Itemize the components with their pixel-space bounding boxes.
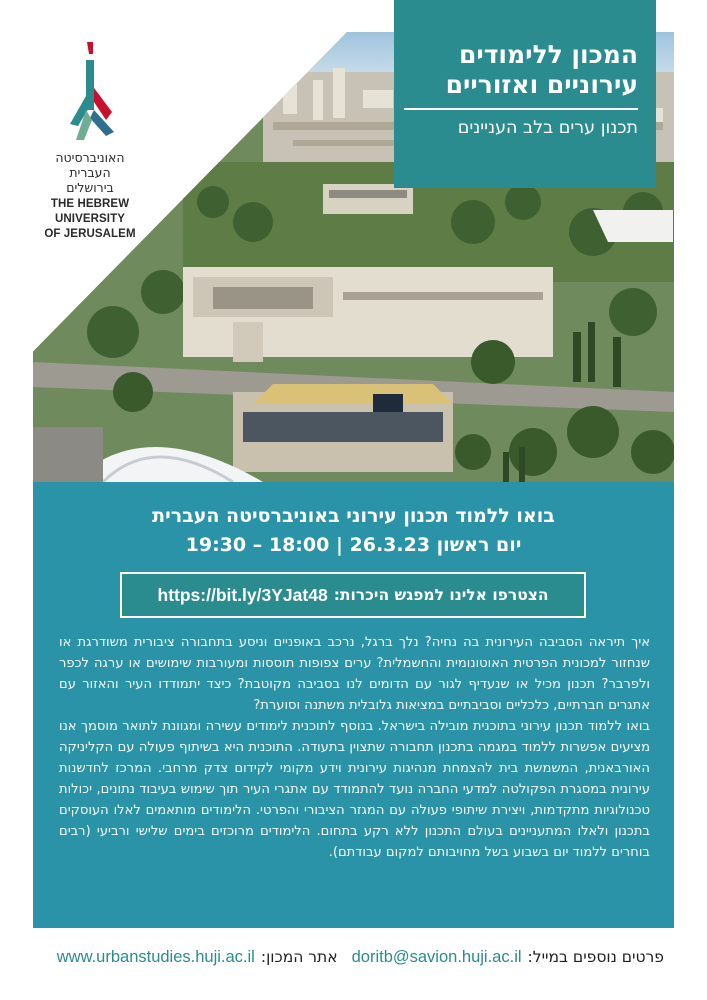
contact-footer: [44, 944, 664, 970]
institute-title-line-2: עירוניים ואזוריים: [445, 70, 638, 99]
institute-title-line-1: המכון ללימודים: [458, 40, 638, 69]
title-divider: [404, 108, 638, 110]
logo-english-line-1: THE HEBREW: [50, 198, 130, 210]
logo-hebrew-line-2: העברית: [69, 165, 111, 180]
details-label: פרטים נוספים במייל:: [527, 948, 664, 966]
description-paragraph-1: איך תיראה הסביבה העירונית בה נחיה? נלך ברגל, נרכב באופניים וניסע בתחבורה ציבורית משודרגת או שנחזור למכונית הפרטית האוטונומית והחשמלית? ערים צפופות תוססות ומעורבות שימושים או ערגה לכפר ולפרבר? תכנון מכיל או שנעדיף לגור עם הדומים לנו בסביבה מקוטבת? כיצד יתמודדו העיר והאזור עם אתגרים חברתיים, כלכליים וסביבתיים במציאות גלובלית משתנה וסוערת?: [59, 635, 650, 713]
contact-email-link[interactable]: doritb@savion.huji.ac.il: [351, 947, 522, 966]
join-meeting-label: הצטרפו אלינו למפגש היכרות:: [333, 586, 549, 604]
event-date-time: יום ראשון 26.3.23 | 18:00 – 19:30: [185, 534, 522, 556]
institute-title-box: [394, 0, 656, 188]
event-info-panel: [33, 482, 674, 928]
institute-subtitle: תכנון ערים בלב העניינים: [457, 117, 638, 138]
university-logo: [34, 40, 146, 242]
join-meeting-url[interactable]: https://bit.ly/3YJat48: [157, 584, 328, 605]
logo-hebrew-line-1: האוניברסיטה: [55, 150, 125, 165]
institute-website-link[interactable]: www.urbanstudies.huji.ac.il: [56, 947, 255, 966]
hebrew-university-logo-icon: [60, 40, 120, 144]
description-paragraph-2: בואו ללמוד תכנון עירוני בתוכנית מובילה בישראל. בנוסף לתוכנית לימודים עשירה ומגוונת לתואר מוסמך אנו מציעים אפשרות ללמוד במגמה בתכנון תחבורה שתצוין בתעודה. התוכנית היא בשיתוף פעולה עם הקליניקה האורבאנית, המשמשת בית להצמחת מנהיגות עירונית וידע מקומי לקידום צדק מרחבי. המרכז לחדשנות עירונית במסגרת הפקולטה למדעי החברה נועד להתמודד עם אתגרי העיר תוך שימוש בעיבוד נתונים, יכולות טכנולוגיות מתקדמות, ויצירת שיתופי פעולה עם המגזר הציבורי והפרטי. הלימודים מותאמים לאלו העוסקים בתכנון ולאלו המתעניינים בעולם התכנון ללא רקע בתחום. הלימודים מרוכזים בימים שלישי ורביעי (רבים בוחרים ללמוד יום בשבוע בשל מחויבותם למקום עבודתם).: [59, 719, 650, 860]
logo-english-line-2: UNIVERSITY: [54, 213, 125, 225]
event-headline: בואו ללמוד תכנון עירוני באוניברסיטה העברית: [152, 505, 555, 527]
logo-english-line-3: OF JERUSALEM: [44, 228, 136, 240]
logo-hebrew-line-3: בירושלים: [66, 180, 114, 195]
site-label: אתר המכון:: [260, 948, 338, 966]
program-description: [59, 632, 650, 863]
join-meeting-link-box[interactable]: [120, 572, 586, 618]
